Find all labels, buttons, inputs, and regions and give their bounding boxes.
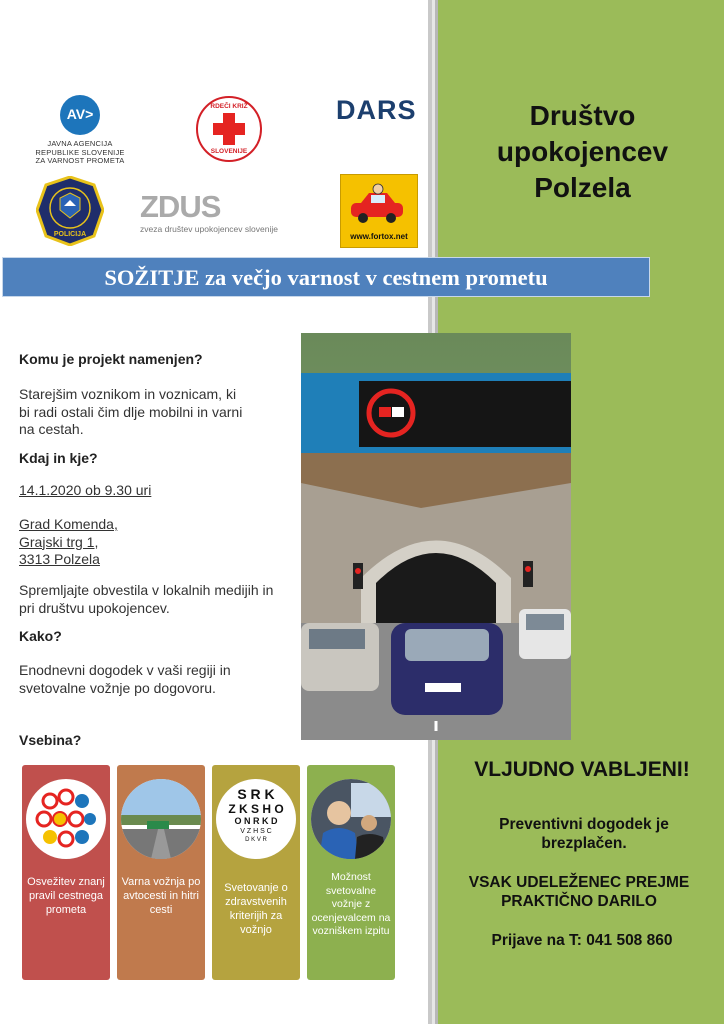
organization-title: Društvo upokojencev Polzela xyxy=(496,100,669,203)
card-label: Osvežitev znanj pravil cestnega prometa xyxy=(27,876,105,916)
event-date: 14.1.2020 ob 9.30 uri xyxy=(19,482,152,498)
event-address: Grad Komenda, Grajski trg 1, 3313 Polzela xyxy=(19,516,118,567)
answer-how: Enodnevni dogodek v vaši regiji in svetovalne vožnje po dogovoru. xyxy=(19,662,231,696)
police-badge-icon xyxy=(36,176,104,246)
content-card-driving xyxy=(307,765,395,980)
fortox-logo xyxy=(340,174,418,248)
eye-chart-row: S R K xyxy=(237,786,275,802)
avp-logo-text: JAVNA AGENCIJA REPUBLIKE SLOVENIJE ZA VARNOST PROMETA xyxy=(35,139,125,165)
content-card-rules xyxy=(22,765,110,980)
question-how: Kako? xyxy=(19,628,62,644)
answer-who: Starejšim voznikom in voznicam, ki bi radi ostali čim dlje mobilni in varni na cestah. xyxy=(19,386,243,437)
eye-chart-row: D K V R xyxy=(245,837,267,843)
zdus-logo xyxy=(140,191,278,234)
highway-icon xyxy=(121,779,201,859)
card-label: Svetovanje o zdravstvenih kriterijih za vožnjo xyxy=(224,882,288,936)
red-cross-logo xyxy=(196,96,262,162)
card-label: Možnost svetovalne vožnje z ocenjevalcem na vozniškem izpitu xyxy=(311,871,391,937)
title-banner xyxy=(2,257,650,297)
dars-logo: DARS xyxy=(336,95,417,125)
car-icon xyxy=(341,181,417,231)
zdus-subtitle: zveza društev upokojencev slovenije xyxy=(140,224,278,234)
banner-title: SOŽITJE za večjo varnost v cestnem prometu xyxy=(104,265,548,290)
content-card-highway xyxy=(117,765,205,980)
gift-text: VSAK UDELEŽENEC PREJME PRAKTIČNO DARILO xyxy=(468,874,690,910)
invitation-heading: VLJUDNO VABLJENI! xyxy=(474,758,690,781)
question-when-where: Kdaj in kje? xyxy=(19,450,98,466)
driver-photo-icon xyxy=(311,779,391,859)
signup-phone: Prijave na T: 041 508 860 xyxy=(491,932,673,949)
rk-bottom-text: SLOVENIJE xyxy=(210,148,248,155)
traffic-signs-icon xyxy=(26,779,106,859)
free-event-text: Preventivni dogodek je brezplačen. xyxy=(499,816,669,852)
card-label: Varna vožnja po avtocesti in hitri cesti xyxy=(121,876,201,916)
fortox-url: www.fortox.net xyxy=(350,232,408,241)
eye-chart-icon xyxy=(216,779,296,859)
eye-chart-row: O N R K D xyxy=(234,816,278,826)
avp-mark-icon: AV> xyxy=(60,95,100,135)
question-who: Komu je projekt namenjen? xyxy=(19,351,203,367)
question-content: Vsebina? xyxy=(19,732,82,748)
rk-top-text: RDEČI KRIŽ xyxy=(210,103,248,110)
tunnel-photo xyxy=(301,333,571,740)
avp-logo xyxy=(30,95,130,166)
zdus-wordmark: ZDUS xyxy=(140,189,221,224)
eye-chart-row: Z K S H O xyxy=(228,802,284,816)
police-badge-label: POLICIJA xyxy=(53,231,87,238)
red-cross-icon-bar xyxy=(213,123,245,135)
eye-chart-row: V Z H S C xyxy=(240,828,272,835)
content-card-health xyxy=(212,765,300,980)
follow-notice: Spremljajte obvestila v lokalnih medijih in pri društvu upokojencev. xyxy=(19,582,274,616)
